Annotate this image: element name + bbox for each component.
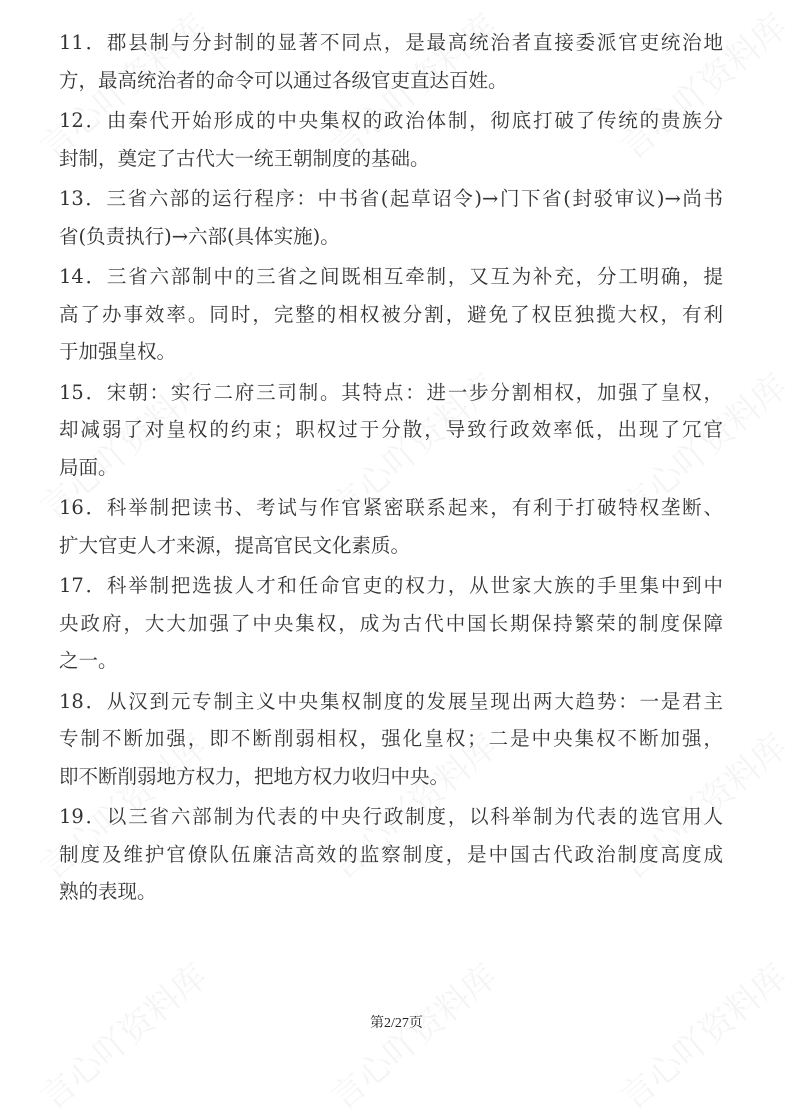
list-item-paragraph [59, 489, 723, 564]
watermark-text [28, 950, 216, 1119]
page-number: 第2/27页 [370, 1016, 423, 1031]
text-line: 13．三省六部的运行程序：中书省(起草诏令)→门下省(封驳审议)→尚书 [59, 187, 723, 210]
text-line: 18．从汉到元专制主义中央集权制度的发展呈现出两大趋势：一是君主 [59, 689, 723, 713]
text-line: 之一。 [59, 649, 118, 672]
list-item-paragraph [59, 24, 723, 99]
document-body [59, 24, 723, 914]
list-item-paragraph [59, 798, 723, 911]
text-line: 扩大官吏人才来源，提高官民文化素质。 [59, 533, 411, 557]
list-item-paragraph [59, 180, 723, 255]
text-line: 16．科举制把读书、考试与作官紧密联系起来，有利于打破特权垄断、 [59, 496, 723, 519]
text-line: 于加强皇权。 [59, 340, 177, 363]
text-line: 方，最高统治者的命令可以通过各级官吏直达百姓。 [59, 68, 508, 92]
list-item-paragraph [59, 102, 723, 177]
text-line: 熟的表现。 [59, 880, 157, 903]
list-item-paragraph [59, 567, 723, 680]
text-line: 17．科举制把选拔人才和任命官吏的权力，从世家大族的手里集中到中 [59, 574, 723, 597]
text-line: 12．由秦代开始形成的中央集权的政治体制，彻底打破了传统的贵族分 [59, 109, 723, 132]
watermark-text [608, 950, 793, 1119]
text-line: 央政府，大大加强了中央集权，成为古代中国长期保持繁荣的制度保障 [59, 611, 723, 635]
text-line: 15．宋朝：实行二府三司制。其特点：进一步分割相权，加强了皇权， [59, 380, 723, 404]
text-line: 局面。 [59, 455, 118, 479]
text-line: 19．以三省六部制为代表的中央行政制度，以科举制为代表的选官用人 [59, 805, 723, 828]
text-line: 即不断削弱地方权力，把地方权力收归中央。 [59, 764, 450, 788]
text-line: 11．郡县制与分封制的显著不同点，是最高统治者直接委派官吏统治地 [59, 31, 723, 54]
text-line: 14．三省六部制中的三省之间既相互牵制，又互为补充，分工明确，提 [59, 265, 723, 288]
list-item-paragraph [59, 374, 723, 487]
text-line: 高了办事效率。同时，完整的相权被分割，避免了权臣独揽大权，有利 [59, 302, 723, 326]
watermark-text [318, 950, 506, 1119]
text-line: 却减弱了对皇权的约束；职权过于分散，导致行政效率低，出现了冗官 [59, 418, 723, 441]
text-line: 省(负责执行)→六部(具体实施)。 [59, 224, 340, 248]
text-line: 封制，奠定了古代大一统王朝制度的基础。 [59, 146, 430, 170]
text-line: 专制不断加强，即不断削弱相权，强化皇权；二是中央集权不断加强， [59, 727, 723, 750]
text-line: 制度及维护官僚队伍廉洁高效的监察制度，是中国古代政治制度高度成 [59, 842, 723, 866]
list-item-paragraph [59, 683, 723, 796]
list-item-paragraph [59, 258, 723, 371]
